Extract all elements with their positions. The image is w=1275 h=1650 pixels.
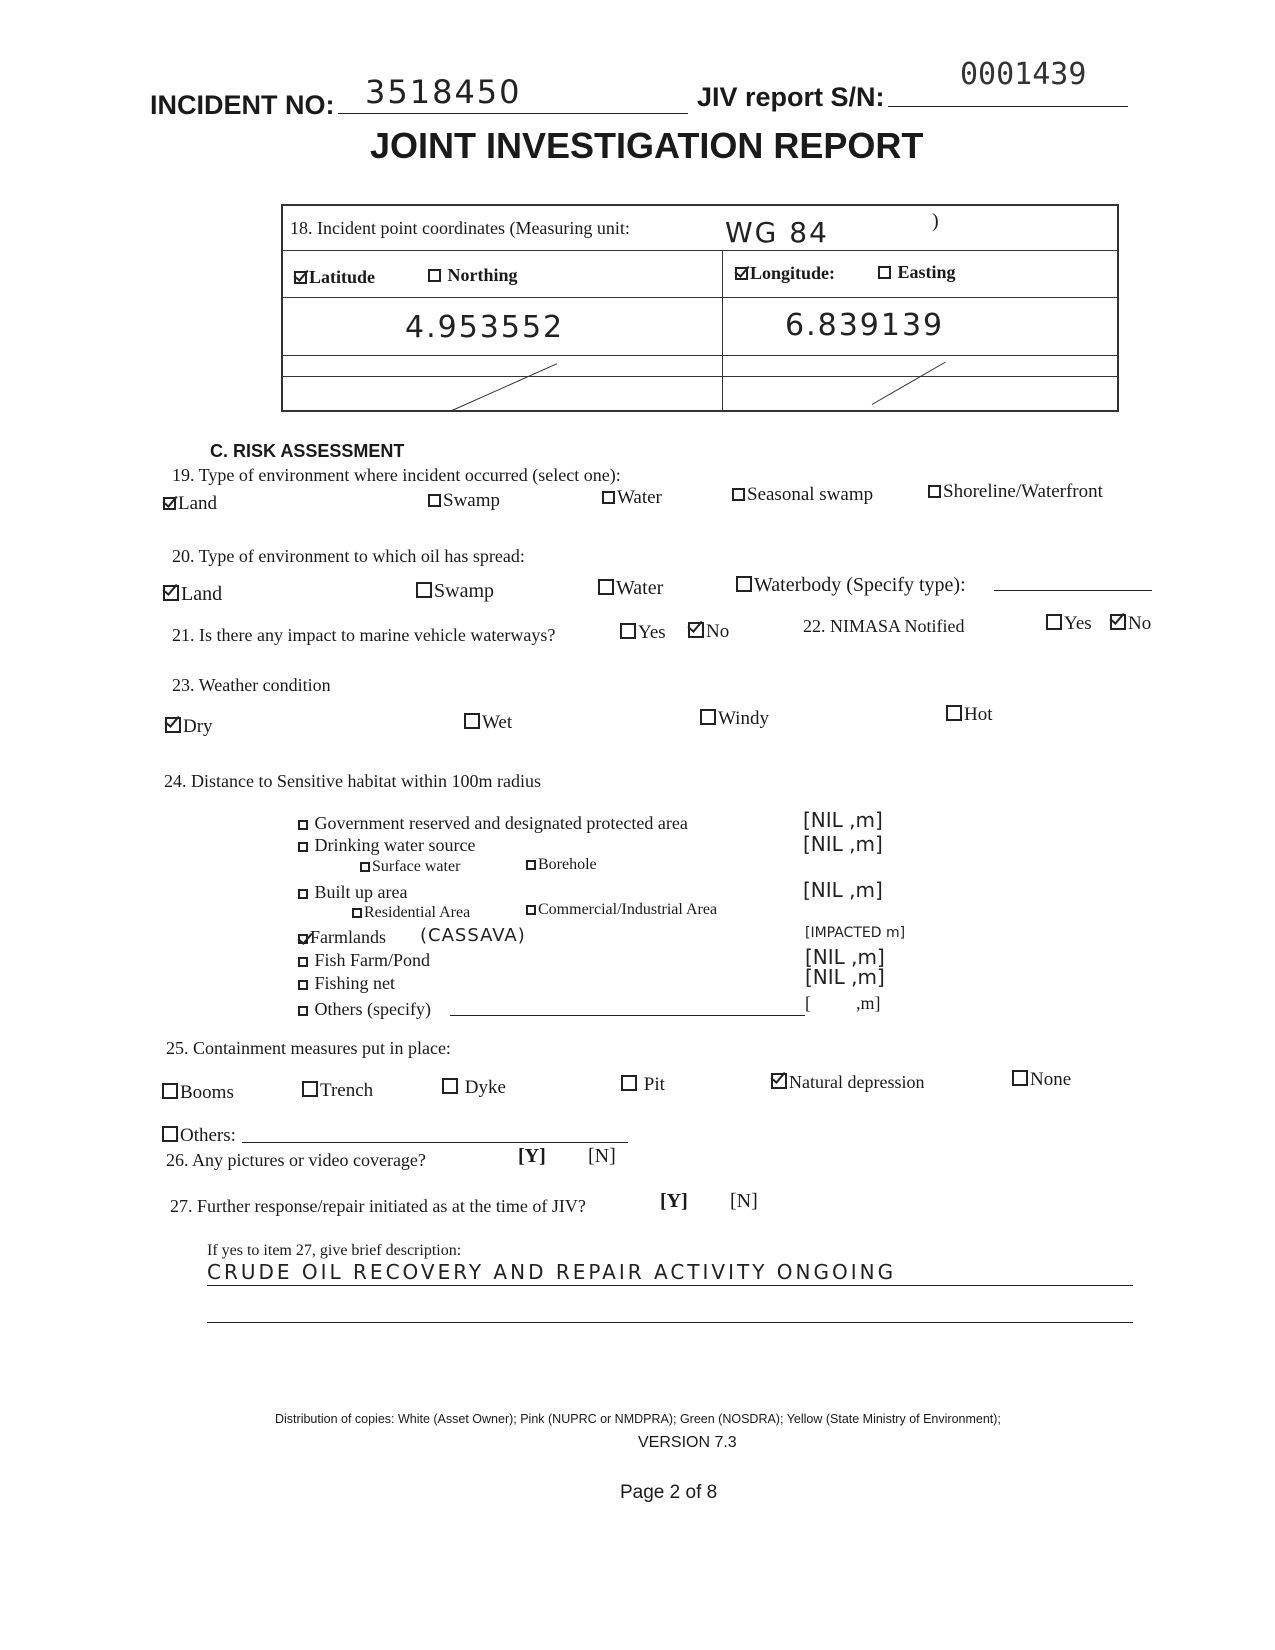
q24-borehole-option[interactable]: Borehole [526, 856, 597, 874]
q24-fish-farm-value[interactable]: [NIL ,m] [805, 945, 885, 969]
northing-checkbox[interactable] [428, 269, 441, 282]
q21-yes-checkbox[interactable] [620, 623, 636, 639]
q24-farm-checkbox[interactable] [298, 934, 308, 944]
q24-drink-checkbox[interactable] [298, 842, 308, 852]
q24-surface-checkbox[interactable] [360, 862, 370, 872]
q20-label: 20. Type of environment to which oil has spread: [172, 546, 525, 566]
latitude-label: Latitude [309, 267, 376, 287]
longitude-label: Longitude: [750, 263, 836, 283]
measuring-unit-close: ) [932, 210, 939, 232]
q20-option-water[interactable]: Water [598, 577, 663, 600]
northing-label: Northing [447, 265, 518, 285]
q19-land-checkbox[interactable] [163, 497, 176, 510]
coordinates-row-divider [281, 297, 1119, 298]
q24-fish-farm-checkbox[interactable] [298, 957, 308, 967]
q27-label: 27. Further response/repair initiated as at the time of JIV? [170, 1196, 586, 1216]
incident-no-value[interactable]: 3518450 [365, 73, 522, 111]
q24-others-specify-line[interactable] [450, 1015, 805, 1016]
q25-others-checkbox[interactable] [162, 1126, 178, 1142]
longitude-value[interactable]: 6.839139 [785, 308, 945, 343]
q24-residential-checkbox[interactable] [352, 908, 362, 918]
q22-no-option[interactable]: No [1110, 613, 1151, 635]
version-label: VERSION 7.3 [638, 1434, 737, 1451]
q26-label: 26. Any pictures or video coverage? [166, 1150, 426, 1170]
q19-option-water[interactable]: Water [602, 487, 662, 509]
q22-yes-checkbox[interactable] [1046, 614, 1062, 630]
q20-option-land[interactable]: Land [163, 583, 222, 606]
easting-option[interactable] [878, 262, 956, 283]
q26-no-option[interactable]: [N] [588, 1145, 616, 1167]
northing-option[interactable] [428, 265, 518, 286]
incident-no-label: INCIDENT NO: [150, 90, 335, 120]
q24-others-checkbox[interactable] [298, 1006, 308, 1016]
q25-option-dyke[interactable]: Dyke [442, 1077, 506, 1099]
easting-checkbox[interactable] [878, 266, 891, 279]
q27-description-label: If yes to item 27, give brief description: [207, 1242, 462, 1259]
latitude-checkbox[interactable] [294, 271, 307, 284]
q25-trench-checkbox[interactable] [302, 1081, 318, 1097]
q21-no-checkbox[interactable] [688, 622, 704, 638]
q24-label: 24. Distance to Sensitive habitat within 100m radius [164, 771, 541, 791]
q25-dyke-checkbox[interactable] [442, 1078, 458, 1094]
q20-waterbody-specify-line[interactable] [994, 590, 1152, 591]
distribution-note: Distribution of copies: White (Asset Owner); Pink (NUPRC or NMDPRA); Green (NOSDRA); Yellow (State Ministry of Environment); [275, 1412, 1001, 1426]
q27-description-value[interactable]: CRUDE OIL RECOVERY AND REPAIR ACTIVITY ONGOING [207, 1260, 897, 1284]
serial-stamp: 0001439 [960, 57, 1087, 92]
q20-water-checkbox[interactable] [598, 579, 614, 595]
q23-wet-checkbox[interactable] [464, 713, 480, 729]
q24-others-value[interactable]: [ ,m] [805, 993, 881, 1013]
q23-label: 23. Weather condition [172, 675, 331, 695]
q20-option-swamp[interactable]: Swamp [416, 580, 494, 603]
jiv-sn-underline [888, 106, 1128, 107]
q19-option-land[interactable]: Land [163, 493, 217, 515]
q24-gov-checkbox[interactable] [298, 820, 308, 830]
latitude-option[interactable] [294, 267, 375, 288]
page-number: Page 2 of 8 [620, 1482, 718, 1503]
q25-label: 25. Containment measures put in place: [166, 1038, 451, 1058]
q23-dry-checkbox[interactable] [165, 717, 181, 733]
q23-hot-checkbox[interactable] [946, 705, 962, 721]
q19-water-checkbox[interactable] [602, 491, 615, 504]
page-title: JOINT INVESTIGATION REPORT [370, 125, 924, 166]
section-heading-risk: C. RISK ASSESSMENT [210, 441, 405, 461]
q21-label: 21. Is there any impact to marine vehicle waterways? [172, 625, 556, 645]
longitude-option[interactable] [735, 263, 835, 284]
q20-land-checkbox[interactable] [163, 585, 179, 601]
q24-built-value[interactable]: [NIL ,m] [803, 878, 883, 902]
q25-option-booms[interactable]: Booms [162, 1082, 234, 1104]
coordinates-row-divider [281, 355, 1119, 356]
coordinates-col-divider [722, 250, 723, 412]
q20-waterbody-checkbox[interactable] [736, 576, 752, 592]
q21-no-option[interactable]: No [688, 621, 729, 643]
q24-gov-option[interactable]: Government reserved and designated protected area [298, 813, 688, 834]
coordinates-label: 18. Incident point coordinates (Measuring unit: [290, 218, 630, 238]
q27-no-option[interactable]: [N] [730, 1190, 758, 1212]
q27-yes-option[interactable]: [Y] [660, 1190, 688, 1212]
latitude-value[interactable]: 4.953552 [405, 310, 565, 345]
q24-fish-net-value[interactable]: [NIL ,m] [805, 965, 885, 989]
q26-yes-option[interactable]: [Y] [518, 1145, 546, 1167]
incident-no-underline [338, 113, 688, 114]
q24-others-option[interactable]: Others (specify) [298, 999, 431, 1020]
easting-label: Easting [897, 262, 956, 282]
q25-option-pit[interactable]: Pit [621, 1074, 665, 1096]
q24-farm-value[interactable]: [IMPACTED m] [805, 925, 906, 941]
q24-borehole-checkbox[interactable] [526, 860, 536, 870]
q19-shoreline-checkbox[interactable] [928, 485, 941, 498]
q23-option-dry[interactable]: Dry [165, 716, 213, 738]
q22-no-checkbox[interactable] [1110, 614, 1126, 630]
q21-yes-option[interactable]: Yes [620, 622, 666, 644]
q22-label: 22. NIMASA Notified [803, 616, 965, 636]
coordinates-row-divider [281, 250, 1119, 251]
q20-option-waterbody[interactable]: Waterbody (Specify type): [736, 574, 966, 597]
q22-yes-option[interactable]: Yes [1046, 613, 1092, 635]
q19-option-swamp[interactable]: Swamp [428, 490, 500, 512]
q24-commercial-checkbox[interactable] [526, 905, 536, 915]
q24-commercial-option[interactable]: Commercial/Industrial Area [526, 901, 717, 919]
jiv-sn-label: JIV report S/N: [697, 82, 885, 112]
q25-others-specify-line[interactable] [242, 1142, 628, 1143]
q23-option-wet[interactable]: Wet [464, 712, 512, 734]
longitude-checkbox[interactable] [735, 267, 748, 280]
q23-windy-checkbox[interactable] [700, 709, 716, 725]
q25-natural-depression-checkbox[interactable] [771, 1073, 787, 1089]
coordinates-row-divider [281, 376, 1119, 377]
q19-label: 19. Type of environment where incident occurred (select one): [172, 465, 621, 485]
q24-drink-value[interactable]: [NIL ,m] [803, 832, 883, 856]
q25-others-option[interactable]: Others: [162, 1125, 236, 1147]
q25-none-checkbox[interactable] [1012, 1070, 1028, 1086]
q25-option-none[interactable]: None [1012, 1069, 1071, 1091]
q19-option-shoreline[interactable]: Shoreline/Waterfront [928, 481, 1103, 503]
q24-built-checkbox[interactable] [298, 889, 308, 899]
q25-option-trench[interactable]: Trench [302, 1080, 373, 1102]
q19-seasonal-swamp-checkbox[interactable] [732, 488, 745, 501]
q24-drink-option[interactable]: Drinking water source [298, 835, 475, 856]
q27-description-line-1[interactable] [207, 1285, 1133, 1286]
measuring-unit-value[interactable]: WG 84 [725, 216, 829, 249]
q19-option-seasonal-swamp[interactable]: Seasonal swamp [732, 484, 873, 506]
q24-surface-option[interactable]: Surface water [360, 858, 460, 876]
q24-built-option[interactable]: Built up area [298, 882, 407, 903]
q24-farm-note: (CASSAVA) [420, 925, 526, 946]
q19-swamp-checkbox[interactable] [428, 494, 441, 507]
q24-gov-value[interactable]: [NIL ,m] [803, 808, 883, 832]
q23-option-hot[interactable]: Hot [946, 704, 993, 726]
q23-option-windy[interactable]: Windy [700, 708, 769, 730]
q24-fish-farm-option[interactable]: Fish Farm/Pond [298, 950, 430, 971]
q24-fish-net-checkbox[interactable] [298, 980, 308, 990]
q24-residential-option[interactable]: Residential Area [352, 904, 470, 922]
q25-option-natural-depression[interactable]: Natural depression [771, 1072, 924, 1093]
q24-farm-option[interactable]: Farmlands [298, 927, 386, 948]
q25-booms-checkbox[interactable] [162, 1083, 178, 1099]
q20-swamp-checkbox[interactable] [416, 582, 432, 598]
q25-pit-checkbox[interactable] [621, 1075, 637, 1091]
q24-fish-net-option[interactable]: Fishing net [298, 973, 395, 994]
q27-description-line-2[interactable] [207, 1322, 1133, 1323]
